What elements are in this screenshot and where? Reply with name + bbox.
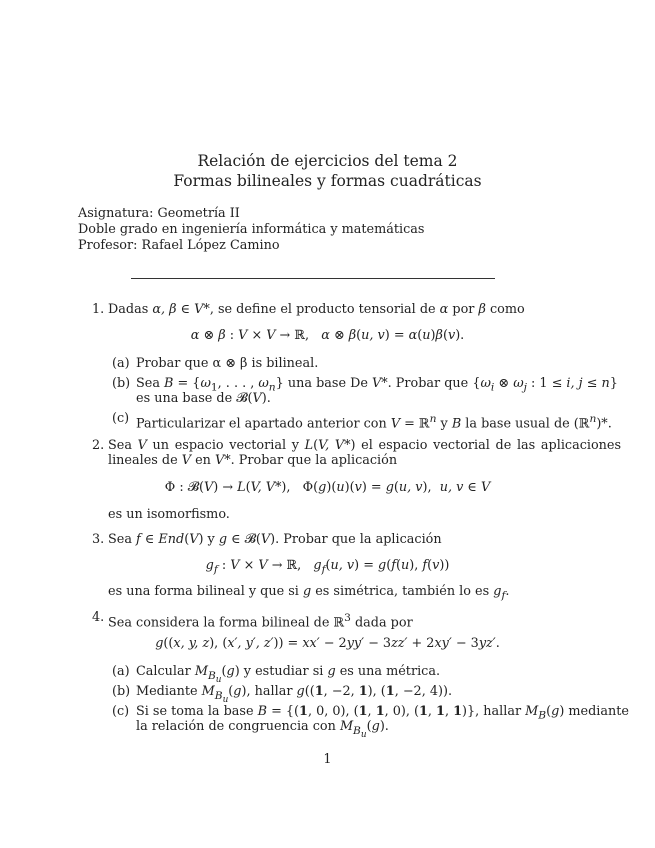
exercise-1c-text: Particularizar el apartado anterior con V = ℝ$^n$ y B la base usual de (ℝ$^n$)*. xyxy=(136,412,612,432)
exercise-1b-text: Sea $B = \{\omega_1$, . . . , $\omega_n$} una base De V*. Probar que {$\omega_i$ ⊗ $\omega_j$ : 1 ≤ i, j ≤ n} xyxy=(136,376,618,394)
professor-name: Profesor: Rafael López Camino xyxy=(78,238,280,253)
exercise-4a-label: (a) xyxy=(112,664,130,679)
header-divider xyxy=(131,278,495,279)
exercise-1-number: 1. xyxy=(92,302,105,317)
course-name: Asignatura: Geometría II xyxy=(78,206,240,221)
document-subtitle: Formas bilineales y formas cuadráticas xyxy=(173,172,482,190)
exercise-2-tail: es un isomorfismo. xyxy=(108,507,230,522)
exercise-4-number: 4. xyxy=(92,610,105,625)
exercise-4b-text: Mediante $M_{B_u}(g)$, hallar g((1, −2, 1), (1, −2, 4)). xyxy=(136,684,453,705)
exercise-3-formula: $g_f$ : V × V → ℝ, $g_f(u$, v) = g(f(u), f(v)) xyxy=(205,558,450,576)
exercise-3-number: 3. xyxy=(92,532,105,547)
exercise-1c-label: (c) xyxy=(112,411,130,426)
page-number: 1 xyxy=(323,752,332,767)
document-title: Relación de ejercicios del tema 2 xyxy=(197,152,458,170)
exercise-1a-text: Probar que α ⊗ β is bilineal. xyxy=(136,356,319,371)
exercise-4c-label: (c) xyxy=(112,704,130,719)
exercise-4-intro: Sea considera la forma bilineal de ℝ$^3$ dada por xyxy=(108,611,413,631)
exercise-1-intro: Dadas α, β ∈ V*, se define el producto tensorial de α por β como xyxy=(108,302,525,317)
exercise-4-formula: g((x, y, z), (x′, y′, z′)) = xx′ − 2yy′ − 3zz′ + 2xy′ − 3yz′. xyxy=(155,636,500,651)
exercise-3-line-1: Sea f ∈ End(V) y g ∈ 𝓑(V). Probar que la aplicación xyxy=(108,532,442,547)
exercise-1b-text-cont: es una base de 𝓑(V). xyxy=(136,391,271,406)
exercise-2-line-1: Sea V un espacio vectorial y L(V, V*) el espacio vectorial de las aplicaciones xyxy=(108,438,622,453)
exercise-4b-label: (b) xyxy=(112,684,131,699)
exercise-1-formula: α ⊗ β : V × V → ℝ, α ⊗ β(u, v) = α(u)β(v). xyxy=(190,328,465,343)
degree-name: Doble grado en ingeniería informática y matemáticas xyxy=(78,222,425,237)
exercise-4c-text: Si se toma la base B = {(1, 0, 0), (1, 1, 0), (1, 1, 1)}, hallar $M_B(g)$ mediante xyxy=(136,704,629,722)
exercise-2-line-2: lineales de V en V*. Probar que la aplicación xyxy=(108,453,398,468)
exercise-4a-text: Calcular $M_{B_u}(g)$ y estudiar si g es una métrica. xyxy=(136,664,441,685)
exercise-2-number: 2. xyxy=(92,438,105,453)
exercise-3-tail: es una forma bilineal y que si g es simétrica, también lo es $g_f$. xyxy=(108,584,510,602)
exercise-4c-text-cont: la relación de congruencia con $M_{B_u}(g)$. xyxy=(136,719,389,740)
exercise-1a-label: (a) xyxy=(112,356,130,371)
exercise-2-formula: Φ : 𝓑(V) → L(V, V*), Φ(g)(u)(v) = g(u, v), u, v ∈ V xyxy=(164,480,491,495)
exercise-1b-label: (b) xyxy=(112,376,131,391)
